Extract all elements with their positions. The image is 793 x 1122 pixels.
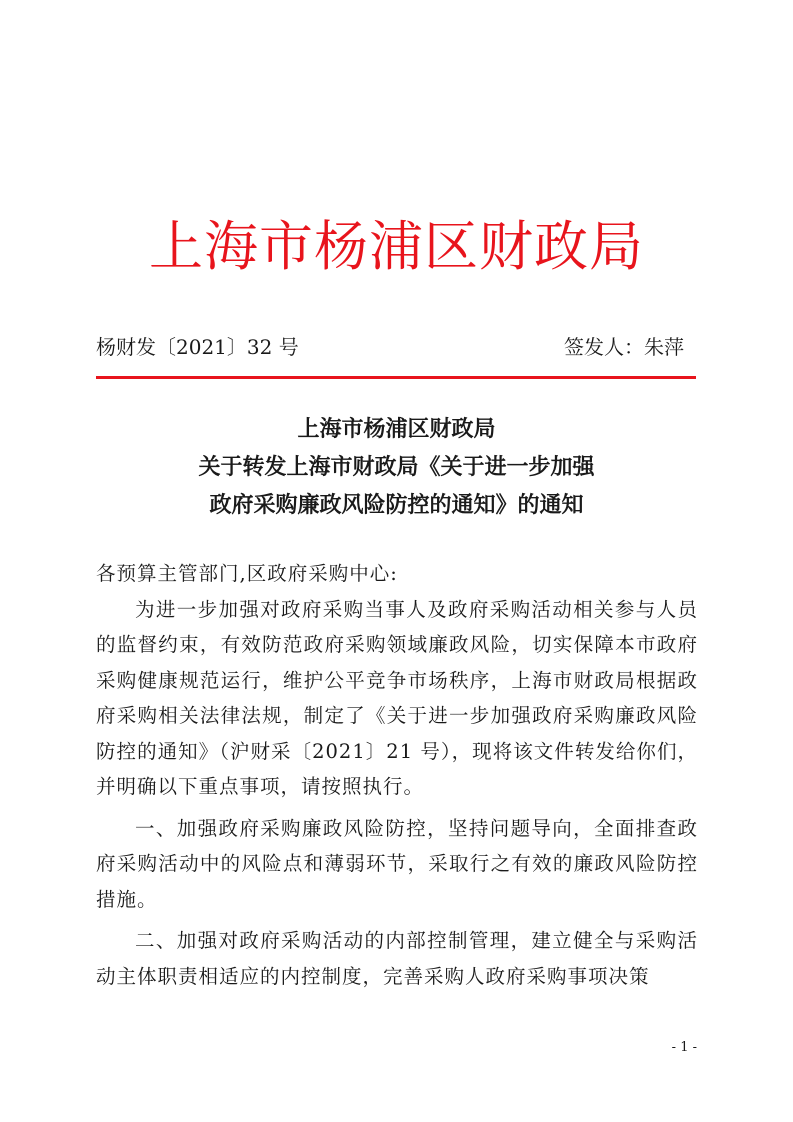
salutation: 各预算主管部门,区政府采购中心: <box>96 562 398 585</box>
red-divider <box>96 376 696 379</box>
document-title <box>90 410 703 524</box>
masthead-title: 上海市杨浦区财政局 <box>149 215 644 278</box>
body-paragraph-2: 一、加强政府采购廉政风险防控，坚持问题导向，全面排查政府采购活动中的风险点和薄弱环节，采取行之有效的廉政风险防控措施。 <box>96 816 698 911</box>
document-number: 杨财发〔2021〕32 号 <box>96 335 299 359</box>
body-paragraph-3: 二、加强对政府采购活动的内部控制管理，建立健全与采购活动主体职责相适应的内控制度，完善采购人政府采购事项决策 <box>96 929 698 988</box>
body-paragraph-1: 为进一步加强对政府采购当事人及政府采购活动相关参与人员的监督约束，有效防范政府采购领域廉政风险，切实保障本市政府采购健康规范运行，维护公平竞争市场秩序，上海市财政局根据政府采购相关法律法规，制定了《关于进一步加强政府采购廉政风险防控的通知》（沪财采〔2021〕21 号），现将该文件转发给你们，并明确以下重点事项，请按照执行。 <box>96 597 698 798</box>
title-line-3: 政府采购廉政风险防控的通知》的通知 <box>209 492 584 518</box>
document-body <box>96 556 698 994</box>
signer: 签发人：朱萍 <box>564 335 684 359</box>
title-line-2: 关于转发上海市财政局《关于进一步加强 <box>198 454 595 480</box>
title-line-1: 上海市杨浦区财政局 <box>297 416 496 442</box>
page-number: - 1 - <box>671 1040 697 1055</box>
